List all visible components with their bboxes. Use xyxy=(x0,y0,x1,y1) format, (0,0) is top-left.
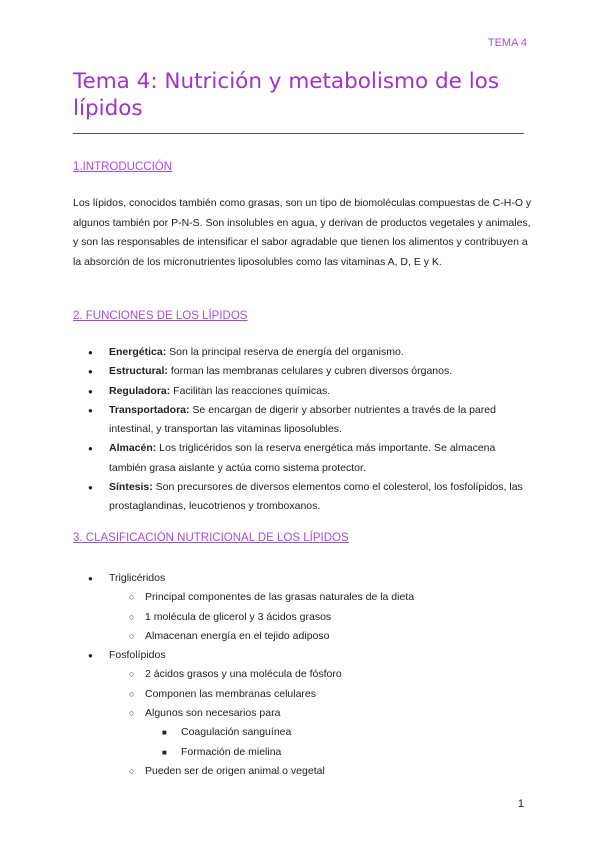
list-item: ● Energética: Son la principal reserva de energía del organismo. xyxy=(73,343,533,362)
list-item: ○ 1 molécula de glicerol y 3 ácidos grasos xyxy=(129,610,332,623)
functions-list xyxy=(73,343,533,517)
list-item: ○ Componen las membranas celulares xyxy=(129,687,316,700)
intro-paragraph: Los lípidos, conocidos también como grasas, son un tipo de biomoléculas compuestas de C-H-O y algunos también por P-N-S. Son insolubles en agua, y derivan de productos vegetales y animales, y son las responsables de intensificar el sabor agradable que tienen los alimentos y contribuyen a la absorción de los micronutrientes liposolubles como las vitaminas A, D, E y K. xyxy=(73,197,532,268)
list-item: ○ 2 ácidos grasos y una molécula de fósforo xyxy=(129,668,342,681)
list-item: ● Fosfolípidos xyxy=(88,649,166,662)
title-divider xyxy=(73,133,524,134)
list-item: ● Transportadora: Se encargan de digerir y absorber nutrientes a través de la pared intestinal, y transportan las vitaminas liposolubles. xyxy=(73,401,533,440)
section-heading-functions: 2. FUNCIONES DE LOS LÍPIDOS xyxy=(73,310,248,322)
list-item: ○ Algunos son necesarios para xyxy=(129,707,281,720)
list-item: ● Almacén: Los triglicéridos son la reserva energética más importante. Se almacena también grasa aislante y actúa como sistema protector. xyxy=(73,439,533,478)
list-item: ■ Coagulación sanguínea xyxy=(162,726,292,739)
list-item: ● Estructural: forman las membranas celulares y cubren diversos órganos. xyxy=(73,362,533,381)
list-item: ● Triglicéridos xyxy=(88,572,166,584)
list-item: ○ Almacenan energía en el tejido adiposo xyxy=(129,629,330,642)
section-heading-intro: 1.INTRODUCCIÓN xyxy=(73,161,173,173)
list-item: ● Reguladora: Facilitan las reacciones químicas. xyxy=(73,382,533,401)
list-item: ○ Pueden ser de origen animal o vegetal xyxy=(129,764,325,777)
page-title: Tema 4: Nutrición y metabolismo de los lípidos xyxy=(73,69,500,121)
list-item: ● Síntesis: Son precursores de diversos elementos como el colesterol, los fosfolípidos, las prostaglandinas, leucotrienos y tromboxanos. xyxy=(73,478,533,517)
section-heading-classification: 3. CLASIFICACIÓN NUTRICIONAL DE LOS LÍPIDOS xyxy=(73,532,349,544)
header-tag: TEMA 4 xyxy=(487,37,527,49)
list-item: ○ Principal componentes de las grasas naturales de la dieta xyxy=(129,591,415,604)
page-number: 1 xyxy=(517,798,524,810)
list-item: ■ Formación de mielina xyxy=(162,745,282,758)
classification-list xyxy=(73,569,533,781)
